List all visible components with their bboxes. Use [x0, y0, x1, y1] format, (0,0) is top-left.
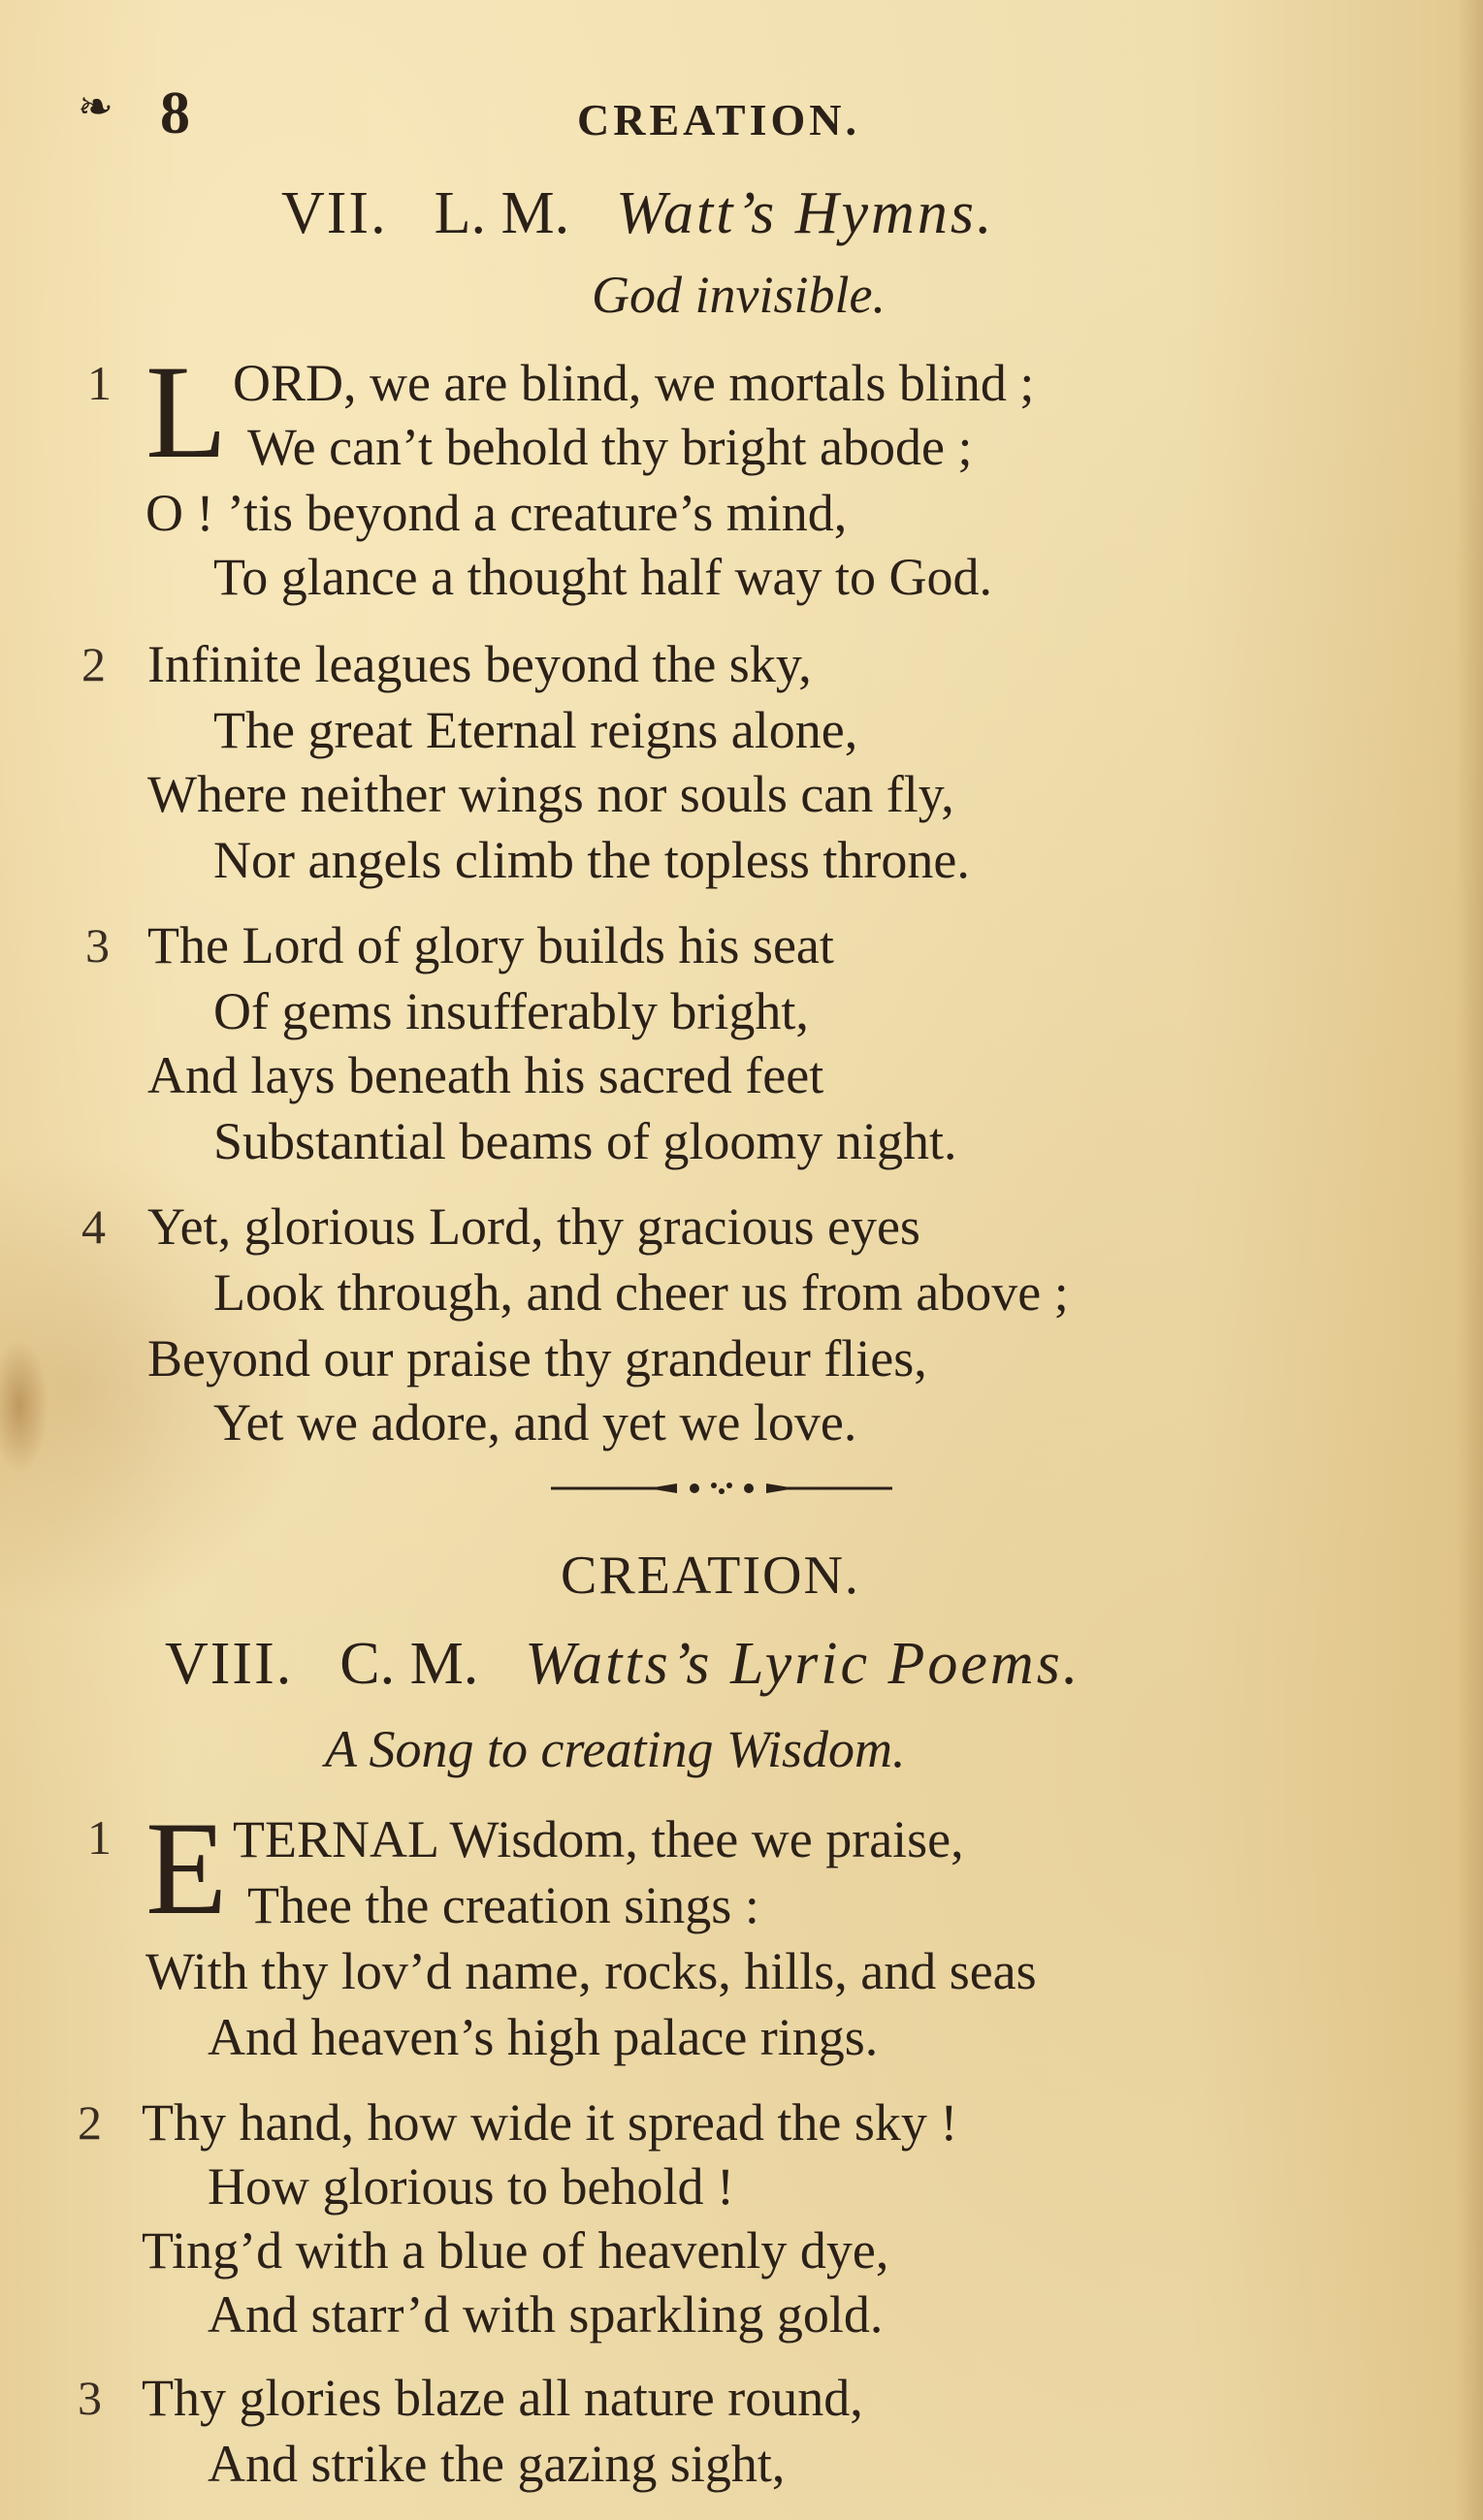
verse-line: The great Eternal reigns alone,	[213, 701, 858, 759]
verse-number: 3	[85, 918, 110, 973]
verse-number: 3	[78, 2371, 102, 2425]
verse-line: Thee the creation sings :	[247, 1876, 759, 1934]
verse-line: Look through, and cheer us from above ;	[213, 1263, 1069, 1322]
verse-line: Nor angels climb the topless throne.	[213, 831, 970, 889]
verse-line: And lays beneath his sacred feet	[147, 1046, 824, 1104]
verse-number: 2	[78, 2095, 102, 2150]
verse-line: Beyond our praise thy grandeur flies,	[147, 1329, 927, 1388]
page-edge-shadow	[1456, 0, 1483, 2520]
hymn-7-author: Watt’s Hymns.	[616, 180, 995, 246]
hymn-7-heading	[281, 178, 994, 248]
verse-line: Ting’d with a blue of heavenly dye,	[142, 2221, 889, 2280]
printer-mark-icon: ❧	[78, 83, 113, 131]
paper-stain	[0, 1338, 48, 1474]
verse-line: The Lord of glory builds his seat	[147, 916, 834, 974]
hymn-8-author: Watts’s Lyric Poems.	[525, 1631, 1081, 1697]
verse-line: To glance a thought half way to God.	[213, 548, 993, 606]
verse-line: And strike the gazing sight,	[208, 2435, 786, 2493]
verse-line: Yet, glorious Lord, thy gracious eyes	[147, 1197, 920, 1256]
hymn-8-subtitle: A Song to creating Wisdom.	[325, 1720, 906, 1778]
page-number: 8	[160, 80, 190, 146]
verse-number: 1	[87, 1810, 112, 1865]
verse-line: How glorious to behold !	[208, 2157, 734, 2216]
drop-cap: L	[145, 337, 228, 486]
hymn-8-heading	[165, 1629, 1080, 1699]
verse-line: ORD, we are blind, we mortals blind ;	[233, 354, 1035, 412]
verse-line: Infinite leagues beyond the sky,	[147, 635, 812, 693]
verse-number: 2	[81, 637, 106, 691]
verse-line: O ! ’tis beyond a creature’s mind,	[145, 484, 848, 542]
verse-line: Thy hand, how wide it spread the sky !	[142, 2093, 958, 2152]
verse-line: We can’t behold thy bright abode ;	[247, 418, 973, 476]
drop-cap: E	[145, 1794, 228, 1942]
ornamental-divider	[551, 1481, 892, 1496]
verse-line: With thy lov’d name, rocks, hills, and seas	[145, 1942, 1037, 2000]
hymn-8-meter: C. M.	[339, 1631, 479, 1697]
verse-number: 4	[81, 1199, 106, 1254]
verse-number: 1	[87, 356, 112, 410]
verse-line: Substantial beams of gloomy night.	[213, 1112, 957, 1170]
hymn-8-number: VIII.	[165, 1631, 294, 1697]
verse-line: And starr’d with sparkling gold.	[208, 2285, 884, 2344]
running-head: CREATION.	[577, 95, 861, 144]
verse-line: Yet we adore, and yet we love.	[213, 1393, 857, 1451]
hymn-7-meter: L. M.	[434, 180, 570, 246]
hymn-7-subtitle: God invisible.	[592, 266, 886, 324]
verse-line: Where neither wings nor souls can fly,	[147, 765, 954, 823]
section-title: CREATION.	[561, 1546, 860, 1606]
verse-line: Thy glories blaze all nature round,	[142, 2369, 863, 2427]
verse-line: Of gems insufferably bright,	[213, 982, 809, 1040]
verse-line: TERNAL Wisdom, thee we praise,	[233, 1810, 964, 1868]
hymn-7-number: VII.	[281, 180, 388, 246]
verse-line: And heaven’s high palace rings.	[208, 2008, 879, 2066]
